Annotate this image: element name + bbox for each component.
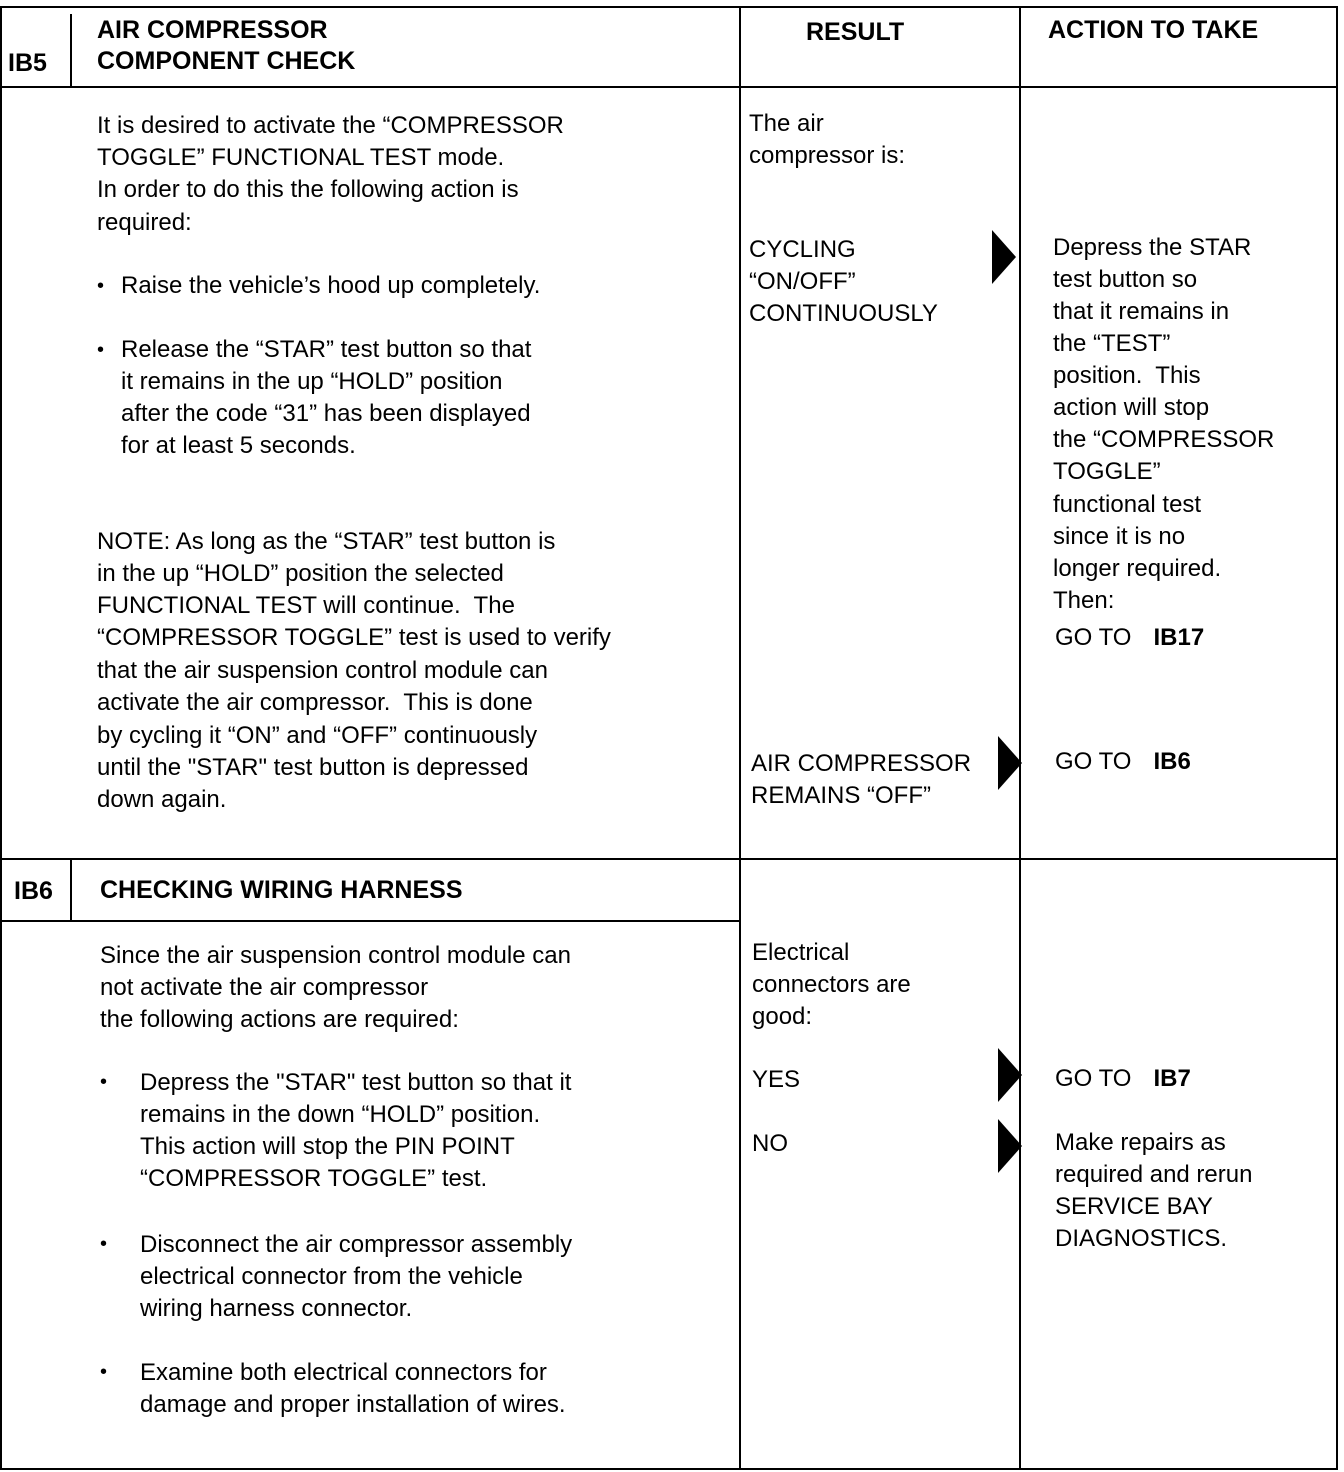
step-id-ib5: IB5 [8, 49, 47, 77]
ib5-result-cycling-line: CONTINUOUSLY [749, 300, 938, 327]
ib6-bullet1-line: Depress the "STAR" test button so that it [140, 1069, 572, 1096]
header-bottom-rule [0, 86, 1338, 88]
ib6-result-yes: YES [752, 1066, 801, 1093]
goto-code: IB6 [1153, 748, 1191, 775]
top-rule [0, 6, 1338, 8]
ib6-no-action-line: Make repairs as [1055, 1129, 1226, 1156]
ib6-result-no: NO [752, 1130, 788, 1157]
ib5-bullet2-line: it remains in the up “HOLD” position [121, 368, 503, 395]
ib5-note-line: that the air suspension control module can [97, 657, 548, 684]
goto-ib17 [1055, 622, 1204, 654]
ib6-bullet3-line: Examine both electrical connectors for [140, 1359, 547, 1386]
ib5-step-divider [70, 14, 72, 88]
bullet-marker: • [97, 275, 105, 297]
ib5-result-intro-line: compressor is: [749, 142, 906, 169]
ib5-action-line: TOGGLE” [1053, 458, 1161, 485]
ib5-intro-line: It is desired to activate the “COMPRESSOR [97, 112, 564, 139]
ib5-note-line: NOTE: As long as the “STAR” test button is [97, 528, 556, 555]
right-border [1336, 6, 1338, 1470]
left-border [0, 6, 2, 1470]
ib5-action-line: longer required. [1053, 555, 1222, 582]
ib5-note-line: by cycling it “ON” and “OFF” continuously [97, 722, 538, 749]
bullet-marker: • [100, 1361, 108, 1383]
ib5-note-line: activate the air compressor. This is done [97, 689, 533, 716]
ib6-bullet3-line: damage and proper installation of wires. [140, 1391, 566, 1418]
ib6-result-intro-line: good: [752, 1003, 813, 1030]
goto-label: GO TO [1055, 1065, 1132, 1092]
ib6-intro-line: the following actions are required: [100, 1006, 459, 1033]
bullet-marker: • [100, 1233, 108, 1255]
section-title-line1: AIR COMPRESSOR [97, 16, 328, 44]
ib5-action-line: since it is no [1053, 523, 1186, 550]
result-column-header: RESULT [806, 18, 905, 46]
ib6-section-title: CHECKING WIRING HARNESS [100, 876, 463, 904]
ib5-intro-line: TOGGLE” FUNCTIONAL TEST mode. [97, 144, 505, 171]
ib5-action-line: the “COMPRESSOR [1053, 426, 1275, 453]
ib5-bullet2-line: for at least 5 seconds. [121, 432, 356, 459]
ib5-note-line: until the "STAR" test button is depressed [97, 754, 529, 781]
ib5-bullet2-line: Release the “STAR” test button so that [121, 336, 532, 363]
arrow-right-icon [998, 736, 1022, 790]
ib5-action-line: test button so [1053, 266, 1198, 293]
bottom-rule [0, 1468, 1338, 1470]
goto-code: IB17 [1153, 624, 1205, 651]
ib5-action-line: that it remains in [1053, 298, 1230, 325]
arrow-right-icon [998, 1048, 1022, 1102]
ib5-note-line: FUNCTIONAL TEST will continue. The [97, 592, 515, 619]
ib6-intro-line: Since the air suspension control module can [100, 942, 571, 969]
goto-ib6 [1055, 746, 1191, 778]
section-title-line2: COMPONENT CHECK [97, 47, 356, 75]
ib5-result-off-line: REMAINS “OFF” [751, 782, 931, 809]
bullet-marker: • [100, 1071, 108, 1093]
ib6-bullet1-line: “COMPRESSOR TOGGLE” test. [140, 1165, 488, 1192]
ib5-action-line: Depress the STAR [1053, 234, 1252, 261]
arrow-right-icon [992, 230, 1016, 284]
ib6-bullet2-line: wiring harness connector. [140, 1295, 413, 1322]
ib6-no-action-line: DIAGNOSTICS. [1055, 1225, 1228, 1252]
goto-label: GO TO [1055, 748, 1132, 775]
goto-label: GO TO [1055, 624, 1132, 651]
ib5-note-line: down again. [97, 786, 227, 813]
ib5-result-cycling-line: CYCLING [749, 236, 856, 263]
ib5-intro-line: required: [97, 209, 192, 236]
ib6-bullet1-line: This action will stop the PIN POINT [140, 1133, 515, 1160]
ib5-result-cycling-line: “ON/OFF” [749, 268, 856, 295]
arrow-right-icon [998, 1119, 1022, 1173]
ib5-intro-line: In order to do this the following action is [97, 176, 519, 203]
ib6-no-action-line: required and rerun [1055, 1161, 1253, 1188]
ib5-action-line: position. This [1053, 362, 1201, 389]
ib5-action-line: the “TEST” [1053, 330, 1171, 357]
ib6-step-divider [70, 860, 72, 922]
goto-ib7 [1055, 1063, 1191, 1095]
ib6-bullet1-line: remains in the down “HOLD” position. [140, 1101, 541, 1128]
ib5-bullet2-line: after the code “31” has been displayed [121, 400, 531, 427]
ib5-note-line: “COMPRESSOR TOGGLE” test is used to verify [97, 624, 611, 651]
ib5-action-line: action will stop [1053, 394, 1210, 421]
ib5-action-line: functional test [1053, 491, 1202, 518]
bullet-marker: • [97, 339, 105, 361]
ib5-note-line: in the up “HOLD” position the selected [97, 560, 504, 587]
ib6-bullet2-line: Disconnect the air compressor assembly [140, 1231, 573, 1258]
ib6-no-action-line: SERVICE BAY [1055, 1193, 1213, 1220]
step-id-ib6: IB6 [14, 877, 53, 905]
ib5-action-line: Then: [1053, 587, 1115, 614]
ib6-result-intro-line: Electrical [752, 939, 850, 966]
ib5-result-intro-line: The air [749, 110, 824, 137]
ib6-bullet2-line: electrical connector from the vehicle [140, 1263, 523, 1290]
goto-code: IB7 [1153, 1065, 1191, 1092]
ib5-bottom-rule [0, 858, 1338, 860]
ib6-result-intro-line: connectors are [752, 971, 911, 998]
ib6-intro-line: not activate the air compressor [100, 974, 429, 1001]
ib5-bullet1: Raise the vehicle’s hood up completely. [121, 272, 541, 299]
action-column-header: ACTION TO TAKE [1048, 16, 1259, 44]
result-column-divider [739, 6, 741, 1470]
ib5-result-off-line: AIR COMPRESSOR [751, 750, 972, 777]
ib6-title-bottom-rule [0, 920, 741, 922]
